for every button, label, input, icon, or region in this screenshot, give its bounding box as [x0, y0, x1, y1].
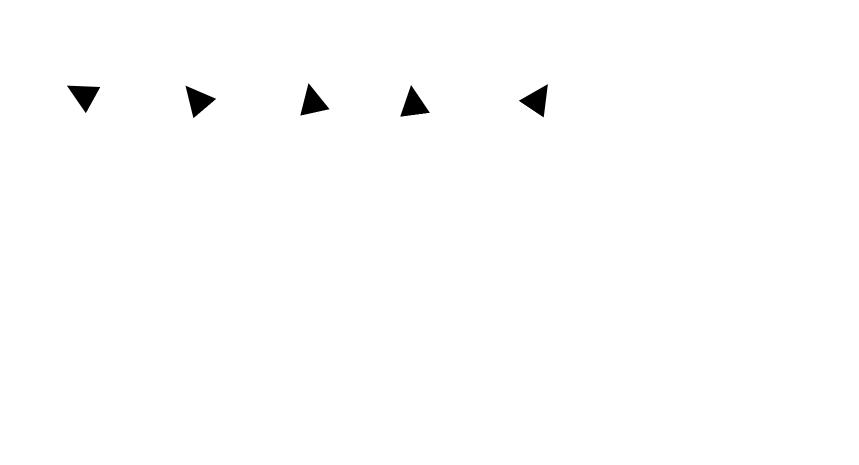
arrow-up-icon — [520, 90, 544, 126]
arrow-up-icon — [310, 90, 317, 122]
arrow-up-icon — [73, 89, 140, 126]
arrow-up-icon — [412, 92, 416, 122]
arrow-up-icon — [190, 91, 218, 124]
mapping-arrows — [40, 81, 580, 129]
score-summary-table — [0, 2, 859, 81]
